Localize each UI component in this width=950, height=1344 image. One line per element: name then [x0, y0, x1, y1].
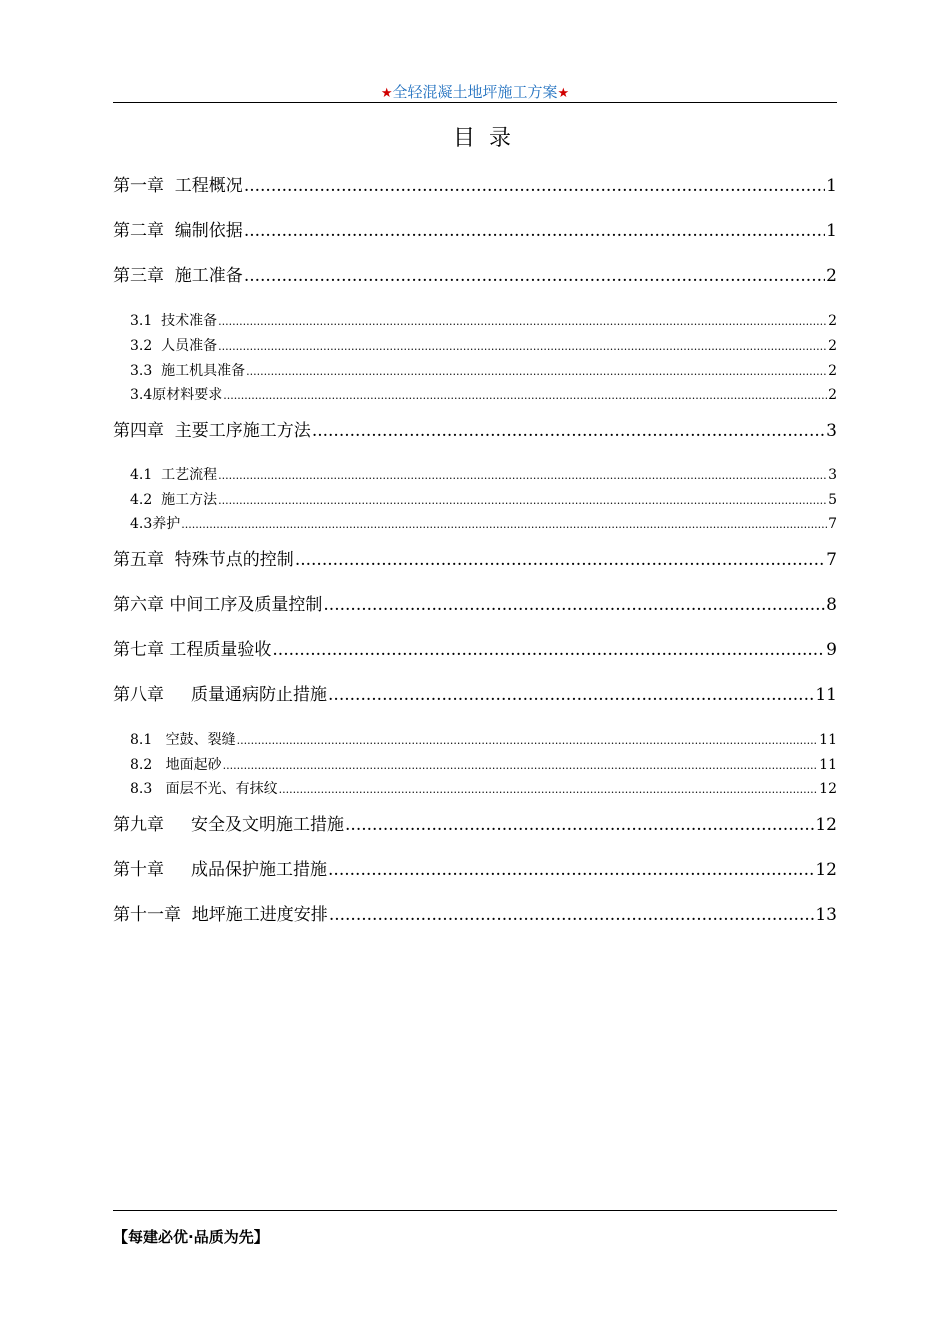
toc-entry-page: 8	[826, 595, 837, 615]
toc-entry-section[interactable]	[113, 755, 837, 775]
dot-leader	[244, 219, 825, 243]
toc-entry-section[interactable]	[113, 311, 837, 331]
dot-leader	[295, 548, 825, 572]
toc-entry-chapter[interactable]	[113, 858, 837, 882]
toc-entry-page: 11	[819, 732, 837, 748]
toc-entry-page: 2	[828, 363, 837, 379]
toc-entry-label: 4.2 施工方法	[130, 492, 218, 508]
toc-entry-page: 2	[826, 266, 837, 286]
toc-entry-chapter[interactable]	[113, 683, 837, 707]
toc-entry-label: 4.1 工艺流程	[130, 467, 218, 483]
toc-entry-label: 4.3养护	[130, 516, 181, 532]
dot-leader	[329, 903, 815, 927]
toc-entry-label: 第十章 成品保护施工措施	[113, 860, 328, 880]
toc-entry-label: 8.3 面层不光、有抹纹	[130, 781, 278, 797]
dot-leader	[312, 419, 825, 443]
toc-entry-chapter[interactable]	[113, 593, 837, 617]
toc-entry-page: 13	[815, 905, 837, 925]
toc-entry-chapter[interactable]	[113, 264, 837, 288]
dot-leader	[279, 779, 819, 800]
toc-entry-label: 3.2 人员准备	[130, 338, 218, 354]
toc-entry-label: 8.1 空鼓、裂缝	[130, 732, 236, 748]
toc-entry-chapter[interactable]	[113, 638, 837, 662]
toc-entry-label: 3.4原材料要求	[130, 387, 223, 403]
toc-entry-label: 第一章 工程概况	[113, 176, 243, 196]
toc-entry-page: 2	[828, 338, 837, 354]
dot-leader	[218, 311, 827, 332]
dot-leader	[323, 593, 825, 617]
toc-entry-page: 12	[815, 860, 837, 880]
toc-entry-chapter[interactable]	[113, 548, 837, 572]
toc-entry-section[interactable]	[113, 385, 837, 405]
star-icon: ★	[557, 86, 570, 101]
dot-leader	[246, 361, 827, 382]
toc-entry-page: 7	[826, 550, 837, 570]
toc-entry-page: 1	[826, 221, 837, 241]
toc-entry-page: 11	[815, 685, 837, 705]
toc-entry-label: 第九章 安全及文明施工措施	[113, 815, 345, 835]
footer-divider	[113, 1210, 837, 1211]
toc-entry-page: 5	[828, 492, 837, 508]
toc-entry-chapter[interactable]	[113, 813, 837, 837]
toc-entry-label: 第七章 工程质量验收	[113, 640, 272, 660]
toc-entry-label: 3.3 施工机具准备	[130, 363, 246, 379]
toc-entry-label: 第八章 质量通病防止措施	[113, 685, 328, 705]
toc-entry-page: 3	[826, 421, 837, 441]
dot-leader	[345, 813, 814, 837]
dot-leader	[218, 336, 827, 357]
toc-entry-section[interactable]	[113, 336, 837, 356]
toc-entry-page: 2	[828, 387, 837, 403]
toc-entry-label: 第五章 特殊节点的控制	[113, 550, 294, 570]
page-header	[113, 82, 837, 102]
toc-entry-label: 第三章 施工准备	[113, 266, 243, 286]
toc-entry-label: 第四章 主要工序施工方法	[113, 421, 311, 441]
dot-leader	[328, 858, 814, 882]
toc-entry-page: 1	[826, 176, 837, 196]
toc-entry-page: 9	[826, 640, 837, 660]
dot-leader	[181, 514, 827, 535]
dot-leader	[223, 385, 827, 406]
dot-leader	[272, 638, 825, 662]
toc-entry-page: 12	[815, 815, 837, 835]
page-footer: 【每建必优·品质为先】	[113, 1228, 269, 1246]
toc-entry-section[interactable]	[113, 465, 837, 485]
toc-entry-chapter[interactable]	[113, 174, 837, 198]
toc-entry-page: 3	[828, 467, 837, 483]
dot-leader	[218, 490, 827, 511]
toc-entry-section[interactable]	[113, 779, 837, 799]
toc-entry-label: 3.1 技术准备	[130, 313, 218, 329]
toc-entry-label: 第十一章 地坪施工进度安排	[113, 905, 328, 925]
toc-title: 目录	[452, 126, 525, 151]
dot-leader	[223, 755, 819, 776]
dot-leader	[328, 683, 814, 707]
toc-entry-section[interactable]	[113, 361, 837, 381]
header-title: 全轻混凝土地坪施工方案	[392, 83, 558, 101]
toc-entry-section[interactable]	[113, 490, 837, 510]
toc-entry-page: 2	[828, 313, 837, 329]
toc-entry-chapter[interactable]	[113, 219, 837, 243]
dot-leader	[237, 730, 819, 751]
dot-leader	[244, 174, 825, 198]
toc-entry-label: 第六章 中间工序及质量控制	[113, 595, 323, 615]
star-icon: ★	[380, 86, 393, 101]
toc-entry-page: 11	[819, 757, 837, 773]
toc-entry-page: 12	[819, 781, 837, 797]
toc-entry-label: 第二章 编制依据	[113, 221, 243, 241]
toc-entry-section[interactable]	[113, 514, 837, 534]
toc-entry-label: 8.2 地面起砂	[130, 757, 222, 773]
toc-entry-chapter[interactable]	[113, 903, 837, 927]
toc-entry-page: 7	[828, 516, 837, 532]
dot-leader	[244, 264, 825, 288]
dot-leader	[218, 465, 827, 486]
header-divider	[113, 102, 837, 103]
toc-entry-chapter[interactable]	[113, 419, 837, 443]
toc-entry-section[interactable]	[113, 730, 837, 750]
